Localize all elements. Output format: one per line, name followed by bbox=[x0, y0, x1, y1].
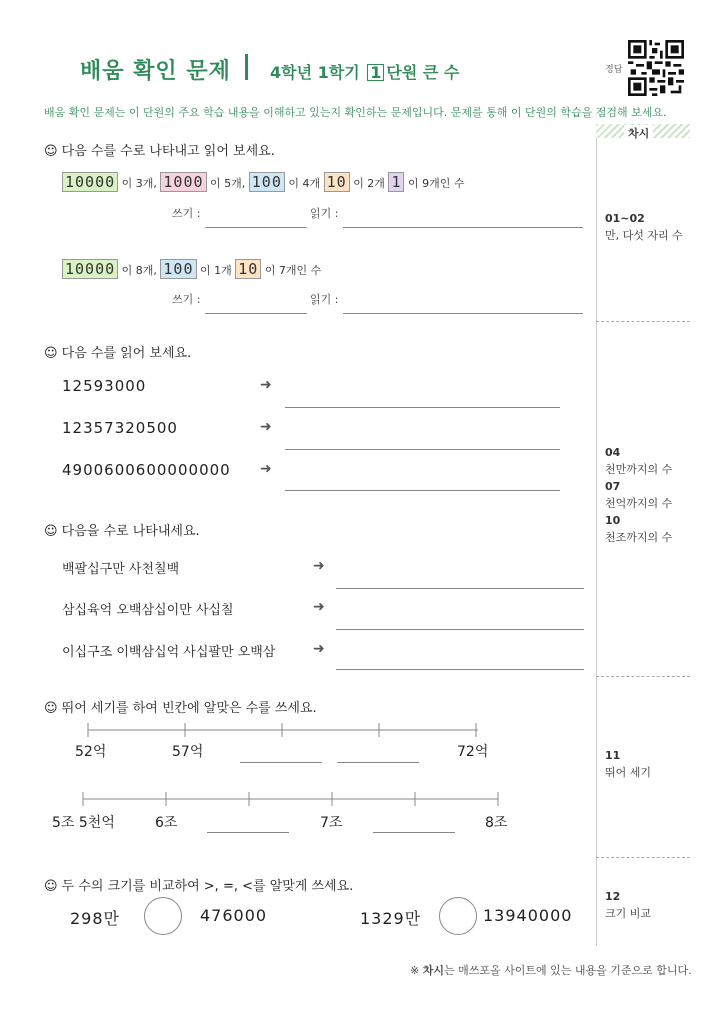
number-line-1 bbox=[80, 718, 490, 738]
write-answer-line[interactable] bbox=[205, 313, 307, 314]
q4-answer-line[interactable] bbox=[373, 832, 455, 833]
tick-label: 6조 bbox=[155, 815, 178, 831]
place-chip-1000: 1000 bbox=[160, 172, 206, 192]
chasi-section-4 bbox=[605, 888, 651, 922]
q2-answer-line[interactable] bbox=[285, 407, 560, 408]
place-chip-10000: 10000 bbox=[62, 259, 118, 279]
write-label: 쓰기 : bbox=[172, 207, 201, 220]
chasi-label: 만, 다섯 자리 수 bbox=[605, 229, 683, 242]
place-chip-1: 1 bbox=[388, 172, 404, 192]
q2-number: 12357320500 bbox=[62, 419, 178, 437]
chasi-label: 천조까지의 수 bbox=[605, 531, 673, 544]
footer-bold: 차시 bbox=[422, 964, 444, 977]
compare-right-value: 476000 bbox=[200, 906, 268, 925]
chasi-section-2 bbox=[605, 444, 672, 546]
answer-label: 정답 bbox=[605, 65, 623, 75]
write-label: 쓰기 : bbox=[172, 293, 201, 306]
page-subtitle bbox=[270, 60, 459, 83]
footer-mark: ※ bbox=[410, 964, 420, 977]
qr-code-icon[interactable] bbox=[628, 40, 684, 96]
chip-count-text: 이 2개 bbox=[353, 177, 385, 190]
q2-prompt: ☺ 다음 수를 읽어 보세요. bbox=[44, 346, 192, 361]
q2-answer-line[interactable] bbox=[285, 490, 560, 491]
q3-answer-line[interactable] bbox=[336, 669, 584, 670]
q3-prompt: ☺ 다음을 수로 나타내세요. bbox=[44, 524, 200, 539]
title-divider bbox=[245, 54, 248, 80]
tick-label: 7조 bbox=[320, 815, 343, 831]
chasi-section-3 bbox=[605, 747, 651, 781]
chip-count-text: 이 8개, bbox=[121, 264, 157, 277]
chasi-code: 01~02 bbox=[605, 212, 645, 225]
place-chip-10000: 10000 bbox=[62, 172, 118, 192]
page-title: 배움 확인 문제 bbox=[80, 59, 231, 84]
q3-words: 삼십육억 오백삼십이만 사십칠 bbox=[62, 603, 234, 618]
tick-label: 8조 bbox=[485, 815, 508, 831]
arrow-icon: ➜ bbox=[313, 641, 325, 657]
q1-prompt: ☺ 다음 수를 수로 나타내고 읽어 보세요. bbox=[44, 144, 275, 159]
read-label: 읽기 : bbox=[310, 207, 339, 220]
compare-right-value: 13940000 bbox=[483, 906, 573, 925]
chasi-code: 10 bbox=[605, 514, 621, 527]
chasi-code: 07 bbox=[605, 480, 621, 493]
q5-prompt: ☺ 두 수의 크기를 비교하여 >, =, <를 알맞게 쓰세요. bbox=[44, 879, 354, 894]
sidebar-divider bbox=[596, 138, 597, 946]
chip-count-text: 이 3개, bbox=[121, 177, 157, 190]
chasi-label: 크기 비교 bbox=[605, 907, 652, 920]
chasi-label: 천만까지의 수 bbox=[605, 463, 673, 476]
tick-label: 57억 bbox=[172, 744, 204, 760]
chasi-header-label: 차시 bbox=[624, 125, 653, 141]
q2-number: 12593000 bbox=[62, 377, 147, 395]
place-chip-10: 10 bbox=[235, 259, 261, 279]
compare-answer-circle[interactable] bbox=[439, 897, 477, 935]
arrow-icon: ➜ bbox=[260, 419, 272, 435]
footer-note bbox=[410, 962, 692, 978]
tick-label: 72억 bbox=[457, 744, 489, 760]
place-chip-10: 10 bbox=[324, 172, 350, 192]
q4-prompt: ☺ 뛰어 세기를 하여 빈칸에 알맞은 수를 쓰세요. bbox=[44, 701, 317, 716]
write-answer-line[interactable] bbox=[205, 227, 307, 228]
compare-left-value: 1329만 bbox=[360, 909, 422, 928]
arrow-icon: ➜ bbox=[313, 558, 325, 574]
arrow-icon: ➜ bbox=[260, 377, 272, 393]
subtitle-grade: 4학년 1학기 bbox=[270, 63, 360, 82]
q4-answer-line[interactable] bbox=[207, 832, 289, 833]
chasi-code: 12 bbox=[605, 890, 621, 903]
read-label: 읽기 : bbox=[310, 293, 339, 306]
chasi-code: 04 bbox=[605, 446, 621, 459]
place-chip-100: 100 bbox=[160, 259, 196, 279]
compare-answer-circle[interactable] bbox=[144, 897, 182, 935]
tick-label: 5조 5천억 bbox=[52, 815, 115, 831]
number-line-2 bbox=[75, 789, 505, 809]
q3-answer-line[interactable] bbox=[336, 588, 584, 589]
tick-label: 52억 bbox=[75, 744, 107, 760]
q1-row1 bbox=[62, 172, 464, 192]
place-chip-100: 100 bbox=[249, 172, 285, 192]
compare-left-value: 298만 bbox=[70, 909, 120, 928]
chip-count-text: 이 7개인 수 bbox=[264, 264, 322, 277]
chip-count-text: 이 9개인 수 bbox=[407, 177, 465, 190]
arrow-icon: ➜ bbox=[260, 461, 272, 477]
read-answer-line[interactable] bbox=[343, 227, 583, 228]
sidebar-separator bbox=[596, 857, 690, 859]
subtitle-unit: 단원 큰 수 bbox=[386, 63, 460, 82]
arrow-icon: ➜ bbox=[313, 599, 325, 615]
chasi-label: 천억까지의 수 bbox=[605, 497, 673, 510]
q2-number: 4900600600000000 bbox=[62, 461, 231, 479]
read-answer-line[interactable] bbox=[343, 313, 583, 314]
q4-answer-line[interactable] bbox=[240, 762, 322, 763]
q4-answer-line[interactable] bbox=[337, 762, 419, 763]
chip-count-text: 이 1개 bbox=[200, 264, 232, 277]
footer-text: 는 매쓰포올 사이트에 있는 내용을 기준으로 합니다. bbox=[443, 964, 692, 977]
q3-words: 이십구조 이백삼십억 사십팔만 오백삼 bbox=[62, 645, 276, 660]
sidebar-separator bbox=[596, 321, 690, 323]
unit-number-box: 1 bbox=[367, 64, 384, 81]
q3-answer-line[interactable] bbox=[336, 629, 584, 630]
chip-count-text: 이 4개 bbox=[288, 177, 321, 190]
page-description: 배움 확인 문제는 이 단원의 주요 학습 내용을 이해하고 있는지 확인하는 문제입니다. 문제를 통해 이 단원의 학습을 점검해 보세요. bbox=[44, 106, 667, 119]
q3-words: 백팔십구만 사천칠백 bbox=[62, 562, 180, 577]
chasi-code: 11 bbox=[605, 749, 621, 762]
chasi-section-1 bbox=[605, 210, 683, 244]
q1-row2 bbox=[62, 259, 321, 279]
q2-answer-line[interactable] bbox=[285, 449, 560, 450]
chasi-label: 뛰어 세기 bbox=[605, 766, 652, 779]
sidebar-separator bbox=[596, 676, 690, 678]
chip-count-text: 이 5개, bbox=[210, 177, 246, 190]
